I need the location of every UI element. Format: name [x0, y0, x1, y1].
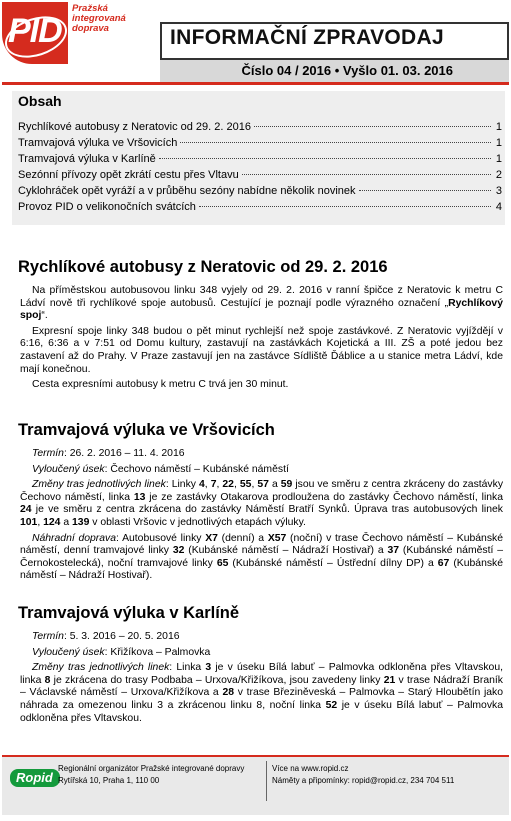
text-run: a [268, 479, 281, 491]
toc-item-title: Tramvajová výluka v Karlíně [18, 153, 156, 165]
toc-leader [180, 142, 491, 143]
line-number: 65 [216, 557, 229, 569]
footer [2, 757, 509, 815]
toc-item[interactable] [18, 199, 502, 215]
pid-logo [2, 2, 68, 64]
line-number: 67 [437, 557, 450, 569]
label: Vyloučený úsek [32, 646, 105, 658]
text-run: (noční) v trase Čechovo náměstí – Kubánské náměstí, denní tramvajové linky [20, 532, 504, 557]
footer-contact-info[interactable]: Náměty a připomínky: ropid@ropid.cz, 234 704 511 [272, 776, 455, 785]
toc-item[interactable] [18, 135, 502, 151]
footer-org-name: Regionální organizátor Pražské integrované dopravy [58, 764, 245, 773]
article-heading: Rychlíkové autobusy z Neratovic od 29. 2. 2016 [18, 258, 388, 276]
excluded-section [20, 647, 503, 660]
ropid-logo: Ropid [10, 769, 60, 787]
text-run: (Kubánské náměstí – Nádraží Hostivař) a [184, 545, 388, 557]
line-number: 4 [199, 479, 205, 491]
value: : Čechovo náměstí – Kubánské náměstí [104, 463, 289, 475]
article-paragraph [20, 285, 503, 323]
line-number: 7 [210, 479, 217, 491]
toc-leader [242, 174, 491, 175]
text-run: je zkrácena do trasy Podbaba – Urxova/Křižíkova, jsou zavedeny linky [50, 674, 384, 686]
toc-item-title: Tramvajová výluka ve Vršovicích [18, 137, 178, 149]
toc-item-title: Cyklohráček opět vyráží a v průběhu sezóny nabídne několik novinek [18, 185, 356, 197]
text-run: , [37, 516, 44, 528]
text-run: (denní) a [217, 532, 268, 544]
closure-term [20, 631, 503, 644]
toc-list [18, 119, 502, 215]
toc-item[interactable] [18, 167, 502, 183]
text-run: je ve směru z centra zkrácena do zastávky Náměstí Bratří Synků. Úprava tras autobusových linek [31, 504, 503, 516]
text-run: je v úseku Bílá labuť – Palmovka odkloněna přes Vltavskou, linka [20, 662, 503, 686]
text-run: (Kubánské náměstí – Ústřední dílny DP) a [228, 557, 438, 569]
text-run: v trase Nádraží Braník – Václavské náměstí – Urxova/Křižíkova a [20, 674, 504, 699]
text-run: , [251, 479, 258, 491]
toc-item[interactable] [18, 151, 502, 167]
label: Vyloučený úsek [32, 463, 105, 475]
text-run: v trase Březiněveská – Palmovka – Starý Hloubětín jako náhrada za omezenou linku 3 a zkrácenou linku 8, noční linka [20, 687, 504, 711]
brand-line: Pražská [72, 3, 108, 14]
toc-item-page: 3 [495, 185, 502, 197]
line-number: 139 [72, 516, 90, 528]
line-number: 52 [325, 699, 338, 711]
toc-item-page: 1 [495, 137, 502, 149]
footer-address: Rytířská 10, Praha 1, 110 00 [58, 776, 160, 785]
brand-line: integrovaná [72, 13, 126, 24]
toc-leader [359, 190, 491, 191]
line-number: X7 [205, 532, 218, 544]
text-run: jsou ve směru z centra zkráceny do zastávky Čechovo náměstí, linka [20, 479, 504, 503]
text-run: , [204, 479, 211, 491]
value: : 26. 2. 2016 – 11. 4. 2016 [63, 448, 185, 459]
toc-item-title: Provoz PID o velikonočních svátcích [18, 201, 196, 213]
issue-bar [160, 58, 509, 82]
line-number: 22 [222, 479, 234, 491]
toc-item-page: 2 [495, 169, 502, 181]
line-number: 55 [239, 479, 252, 491]
line-number: 3 [205, 662, 212, 674]
toc-item[interactable] [18, 119, 502, 135]
article-express-buses [20, 258, 503, 395]
brand-name [72, 4, 162, 34]
text-run: a [60, 516, 73, 528]
text-run: je ze zastávky Otakarova prodloužena do zastávky Čechovo náměstí, linka [145, 491, 503, 503]
emphasis: Rychlíkový spoj [20, 297, 503, 322]
line-number: 28 [222, 687, 234, 699]
article-paragraph: Cesta expresními autobusy k metru C trvá jen 30 minut. [32, 379, 289, 391]
footer-contact [272, 763, 502, 787]
label: Změny tras jednotlivých linek [32, 662, 170, 674]
label: Změny tras jednotlivých linek [32, 479, 166, 491]
issue-info: Číslo 04 / 2016 • Vyšlo 01. 03. 2016 [241, 63, 453, 78]
toc-item-page: 1 [495, 153, 502, 165]
line-number: 24 [20, 504, 32, 516]
line-number: 57 [257, 479, 269, 491]
closure-term [20, 448, 503, 461]
footer-web-link[interactable]: Více na www.ropid.cz [272, 764, 349, 773]
label: Termín [32, 448, 64, 459]
header-divider [2, 82, 509, 85]
text-run: : Linky [165, 479, 199, 491]
line-number: 8 [44, 674, 51, 686]
line-number: 32 [172, 545, 185, 557]
route-changes [20, 479, 503, 529]
text-run: (Kubánské náměstí – Černokostelecká), noční tramvajové linky [20, 545, 503, 569]
text-run: : Autobusové linky [116, 532, 206, 544]
toc-heading: Obsah [18, 93, 62, 109]
text-run: (Kubánské náměstí – Nádraží Hostivař). [20, 557, 504, 582]
toc-leader [254, 126, 491, 127]
pid-logo-text: PID [8, 12, 62, 50]
line-number: 21 [383, 674, 396, 686]
article-vrsovice-closure [20, 421, 503, 586]
label: Termín [32, 631, 64, 642]
footer-organization [58, 763, 263, 787]
excluded-section [20, 464, 503, 477]
toc-leader [199, 206, 491, 207]
toc-item-title: Sezónní přívozy opět zkrátí cestu přes Vltavu [18, 169, 239, 181]
label: Náhradní doprava [32, 532, 117, 544]
text-run: v oblasti Vršovic v jednotlivých etapách výluky. [89, 516, 306, 528]
text-run: je v úseku Bílá labuť – Palmovka odkloněna přes Vltavskou. [20, 699, 503, 724]
value: : Křižíkova – Palmovka [104, 646, 211, 658]
footer-separator [266, 761, 267, 801]
substitute-transport [20, 533, 503, 583]
article-paragraph: Expresní spoje linky 348 budou o pět minut rychlejší než spoje zastávkové. Z Neratovic vyjíždějí v 6:16, 6:36 a v 7:51 od Domu kultury, zastavují na zastávkách Kojetická a III. ZŠ a poté jedou bez zastavení až do Prahy. V Praze zastavují jen na zastávce Sídliště Ďáblice a u stanice metra Ládví, kde mají konečnou. [20, 325, 503, 375]
brand-line: doprava [72, 23, 109, 34]
line-number: 101 [20, 516, 38, 528]
value: : 5. 3. 2016 – 20. 5. 2016 [63, 631, 180, 642]
text-run: Na příměstskou autobusovou linku 348 vyjely od 29. 2. 2016 v ranní špičce z Neratovic k metru C Ládví nově tři rychlíkové spoje autobusů. Cestující je poznají podle výrazného označení „ [20, 285, 503, 309]
text-run: , [216, 479, 223, 491]
line-number: 37 [387, 545, 400, 557]
toc-item-title: Rychlíkové autobusy z Neratovic od 29. 2. 2016 [18, 121, 251, 133]
line-number: 59 [280, 479, 293, 491]
toc-item[interactable] [18, 183, 502, 199]
toc-leader [159, 158, 491, 159]
newsletter-title: INFORMAČNÍ ZPRAVODAJ [170, 26, 444, 49]
text-run: “. [41, 310, 48, 322]
table-of-contents [12, 91, 505, 225]
article-heading: Tramvajová výluka ve Vršovicích [18, 421, 275, 439]
newsletter-title-box [160, 22, 509, 60]
route-changes [20, 662, 503, 725]
toc-item-page: 1 [495, 121, 502, 133]
toc-item-page: 4 [495, 201, 502, 213]
article-heading: Tramvajová výluka v Karlíně [18, 604, 240, 622]
text-run: : Linka [169, 662, 206, 674]
line-number: X57 [267, 532, 287, 544]
line-number: 13 [133, 491, 146, 503]
text-run: , [233, 479, 240, 491]
article-karlin-closure [20, 604, 503, 728]
line-number: 124 [43, 516, 61, 528]
